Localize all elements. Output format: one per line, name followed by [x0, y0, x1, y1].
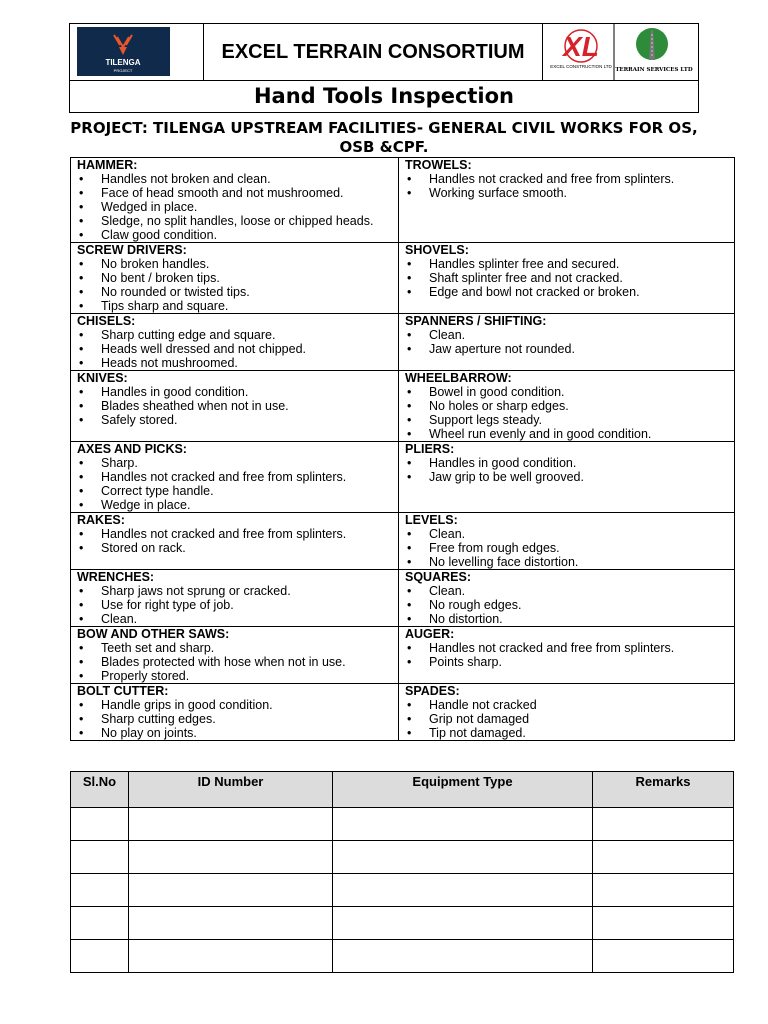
checklist-cell-right — [399, 371, 735, 442]
table-cell[interactable] — [129, 841, 333, 874]
table-cell[interactable] — [333, 841, 593, 874]
excel-logo — [550, 30, 612, 69]
list-item: • Sharp cutting edge and square. — [77, 328, 392, 342]
checklist-body — [71, 158, 735, 741]
document-header — [69, 23, 699, 114]
list-item: • Correct type handle. — [77, 484, 392, 498]
tool-category-title: AXES AND PICKS: — [77, 442, 187, 456]
list-item: • No broken handles. — [77, 257, 392, 271]
list-item: • Bowel in good condition. — [405, 385, 728, 399]
checklist-row — [71, 627, 735, 684]
inspection-criteria-list — [405, 698, 728, 740]
inspection-criteria-list — [405, 456, 728, 484]
table-cell[interactable] — [333, 808, 593, 841]
list-item: • Tips sharp and square. — [77, 299, 392, 313]
checklist-row — [71, 314, 735, 371]
list-item: • Clean. — [405, 584, 728, 598]
checklist-row — [71, 442, 735, 513]
tool-category-title: SQUARES: — [405, 570, 471, 584]
inspection-criteria-list — [77, 698, 392, 740]
tool-category-title: KNIVES: — [77, 371, 128, 385]
list-item: • Support legs steady. — [405, 413, 728, 427]
checklist-cell-right — [399, 243, 735, 314]
tool-category-title: TROWELS: — [405, 158, 472, 172]
checklist-cell-right — [399, 570, 735, 627]
table-cell[interactable] — [333, 907, 593, 940]
list-item: • Edge and bowl not cracked or broken. — [405, 285, 728, 299]
table-cell[interactable] — [71, 841, 129, 874]
checklist-cell-left — [71, 158, 399, 243]
table-cell[interactable] — [129, 940, 333, 973]
list-item: • No play on joints. — [77, 726, 392, 740]
terrain-logo-text: TERRAIN SERVICES LTD — [615, 67, 693, 73]
checklist-cell-right — [399, 314, 735, 371]
tool-category-title: WHEELBARROW: — [405, 371, 512, 385]
inspection-criteria-list — [77, 328, 392, 370]
inspection-criteria-list — [77, 527, 392, 555]
list-item: • Wheel run evenly and in good condition. — [405, 427, 728, 441]
checklist-cell-left — [71, 314, 399, 371]
inspection-criteria-list — [77, 641, 392, 683]
list-item: • Sledge, no split handles, loose or chipped heads. — [77, 214, 392, 228]
inspection-criteria-list — [405, 584, 728, 626]
list-item: • Use for right type of job. — [77, 598, 392, 612]
checklist-row — [71, 513, 735, 570]
table-row — [71, 874, 734, 907]
table-cell[interactable] — [593, 940, 734, 973]
table-cell[interactable] — [129, 808, 333, 841]
inspection-criteria-list — [405, 527, 728, 569]
list-item: • Sharp jaws not sprung or cracked. — [77, 584, 392, 598]
table-cell[interactable] — [129, 874, 333, 907]
list-item: • Handles not cracked and free from splinters. — [77, 470, 392, 484]
inspection-criteria-list — [405, 385, 728, 441]
header-top-row — [69, 23, 699, 81]
checklist-cell-left — [71, 684, 399, 741]
tilenga-logo-text: TILENGA — [105, 58, 141, 67]
list-item: • Grip not damaged — [405, 712, 728, 726]
checklist-row — [71, 371, 735, 442]
list-item: • Handles in good condition. — [77, 385, 392, 399]
list-item: • Heads not mushroomed. — [77, 356, 392, 370]
checklist-cell-left — [71, 627, 399, 684]
list-item: • Stored on rack. — [77, 541, 392, 555]
list-item: • Blades protected with hose when not in use. — [77, 655, 392, 669]
list-item: • Points sharp. — [405, 655, 728, 669]
table-cell[interactable] — [593, 874, 734, 907]
table-cell[interactable] — [71, 874, 129, 907]
list-item: • No holes or sharp edges. — [405, 399, 728, 413]
document-subtitle: Hand Tools Inspection — [69, 79, 699, 113]
tool-category-title: HAMMER: — [77, 158, 138, 172]
equipment-table-header — [71, 772, 734, 808]
list-item: • Free from rough edges. — [405, 541, 728, 555]
checklist-cell-left — [71, 513, 399, 570]
list-item: • Shaft splinter free and not cracked. — [405, 271, 728, 285]
inspection-criteria-list — [77, 456, 392, 512]
tool-category-title: CHISELS: — [77, 314, 136, 328]
list-item: • Wedged in place. — [77, 200, 392, 214]
project-title: PROJECT: TILENGA UPSTREAM FACILITIES- GENERAL CIVIL WORKS FOR OS, OSB &CPF. — [70, 119, 698, 156]
inspection-criteria-list — [77, 584, 392, 626]
list-item: • Blades sheathed when not in use. — [77, 399, 392, 413]
inspection-criteria-list — [405, 328, 728, 356]
inspection-criteria-list — [405, 257, 728, 299]
tool-category-title: RAKES: — [77, 513, 125, 527]
table-cell[interactable] — [333, 940, 593, 973]
list-item: • Working surface smooth. — [405, 186, 728, 200]
list-item: • Claw good condition. — [77, 228, 392, 242]
table-row — [71, 841, 734, 874]
tool-category-title: SPADES: — [405, 684, 460, 698]
column-header-equipment-type: Equipment Type — [333, 772, 593, 808]
checklist-cell-left — [71, 243, 399, 314]
list-item: • Safely stored. — [77, 413, 392, 427]
list-item: • Teeth set and sharp. — [77, 641, 392, 655]
tool-category-title: AUGER: — [405, 627, 455, 641]
table-cell[interactable] — [71, 940, 129, 973]
list-item: • Handle grips in good condition. — [77, 698, 392, 712]
tool-category-title: SPANNERS / SHIFTING: — [405, 314, 547, 328]
tool-category-title: LEVELS: — [405, 513, 458, 527]
table-cell[interactable] — [593, 907, 734, 940]
excel-logo-subtext: EXCEL CONSTRUCTION LTD — [550, 64, 612, 69]
table-cell[interactable] — [71, 808, 129, 841]
header-left-logo-cell — [70, 24, 204, 80]
checklist-cell-left — [71, 570, 399, 627]
inspection-checklist — [70, 157, 735, 741]
checklist-cell-right — [399, 627, 735, 684]
list-item: • Jaw grip to be well grooved. — [405, 470, 728, 484]
checklist-row — [71, 158, 735, 243]
list-item: • Handles not broken and clean. — [77, 172, 392, 186]
table-cell[interactable] — [593, 808, 734, 841]
list-item: • Handles not cracked and free from splinters. — [405, 172, 728, 186]
table-cell[interactable] — [333, 874, 593, 907]
list-item: • Clean. — [77, 612, 392, 626]
list-item: • Face of head smooth and not mushroomed. — [77, 186, 392, 200]
table-cell[interactable] — [129, 907, 333, 940]
list-item: • Sharp. — [77, 456, 392, 470]
list-item: • Handle not cracked — [405, 698, 728, 712]
list-item: • Handles splinter free and secured. — [405, 257, 728, 271]
checklist-cell-right — [399, 513, 735, 570]
header-right-logos — [543, 24, 698, 80]
checklist-cell-left — [71, 371, 399, 442]
tilenga-logo — [77, 27, 170, 76]
list-item: • Wedge in place. — [77, 498, 392, 512]
inspection-criteria-list — [405, 641, 728, 669]
list-item: • Handles in good condition. — [405, 456, 728, 470]
list-item: • No distortion. — [405, 612, 728, 626]
table-row — [71, 940, 734, 973]
list-item: • Sharp cutting edges. — [77, 712, 392, 726]
checklist-cell-right — [399, 442, 735, 513]
list-item: • Clean. — [405, 328, 728, 342]
list-item: • Handles not cracked and free from splinters. — [405, 641, 728, 655]
inspection-criteria-list — [77, 172, 392, 242]
list-item: • No levelling face distortion. — [405, 555, 728, 569]
tool-category-title: BOLT CUTTER: — [77, 684, 169, 698]
list-item: • Properly stored. — [77, 669, 392, 683]
inspection-criteria-list — [77, 257, 392, 313]
list-item: • No rough edges. — [405, 598, 728, 612]
equipment-table — [70, 771, 734, 973]
table-row — [71, 907, 734, 940]
column-header-id-number: ID Number — [129, 772, 333, 808]
tilenga-logo-subtext: PROJECT — [113, 68, 133, 73]
list-item: • No bent / broken tips. — [77, 271, 392, 285]
table-row — [71, 808, 734, 841]
tool-category-title: PLIERS: — [405, 442, 455, 456]
list-item: • Handles not cracked and free from splinters. — [77, 527, 392, 541]
inspection-criteria-list — [77, 385, 392, 427]
company-title: EXCEL TERRAIN CONSORTIUM — [204, 24, 543, 80]
tool-category-title: BOW AND OTHER SAWS: — [77, 627, 230, 641]
table-cell[interactable] — [71, 907, 129, 940]
inspection-criteria-list — [405, 172, 728, 200]
list-item: • Tip not damaged. — [405, 726, 728, 740]
checklist-row — [71, 243, 735, 314]
table-cell[interactable] — [593, 841, 734, 874]
excel-logo-text: XL — [563, 31, 599, 62]
tool-category-title: WRENCHES: — [77, 570, 155, 584]
column-header-remarks: Remarks — [593, 772, 734, 808]
list-item: • Jaw aperture not rounded. — [405, 342, 728, 356]
tool-category-title: SHOVELS: — [405, 243, 469, 257]
list-item: • No rounded or twisted tips. — [77, 285, 392, 299]
terrain-services-logo — [615, 28, 693, 73]
checklist-cell-right — [399, 684, 735, 741]
checklist-cell-right — [399, 158, 735, 243]
column-header-sl-no: Sl.No — [71, 772, 129, 808]
checklist-row — [71, 570, 735, 627]
checklist-row — [71, 684, 735, 741]
tool-category-title: SCREW DRIVERS: — [77, 243, 187, 257]
list-item: • Heads well dressed and not chipped. — [77, 342, 392, 356]
list-item: • Clean. — [405, 527, 728, 541]
checklist-cell-left — [71, 442, 399, 513]
